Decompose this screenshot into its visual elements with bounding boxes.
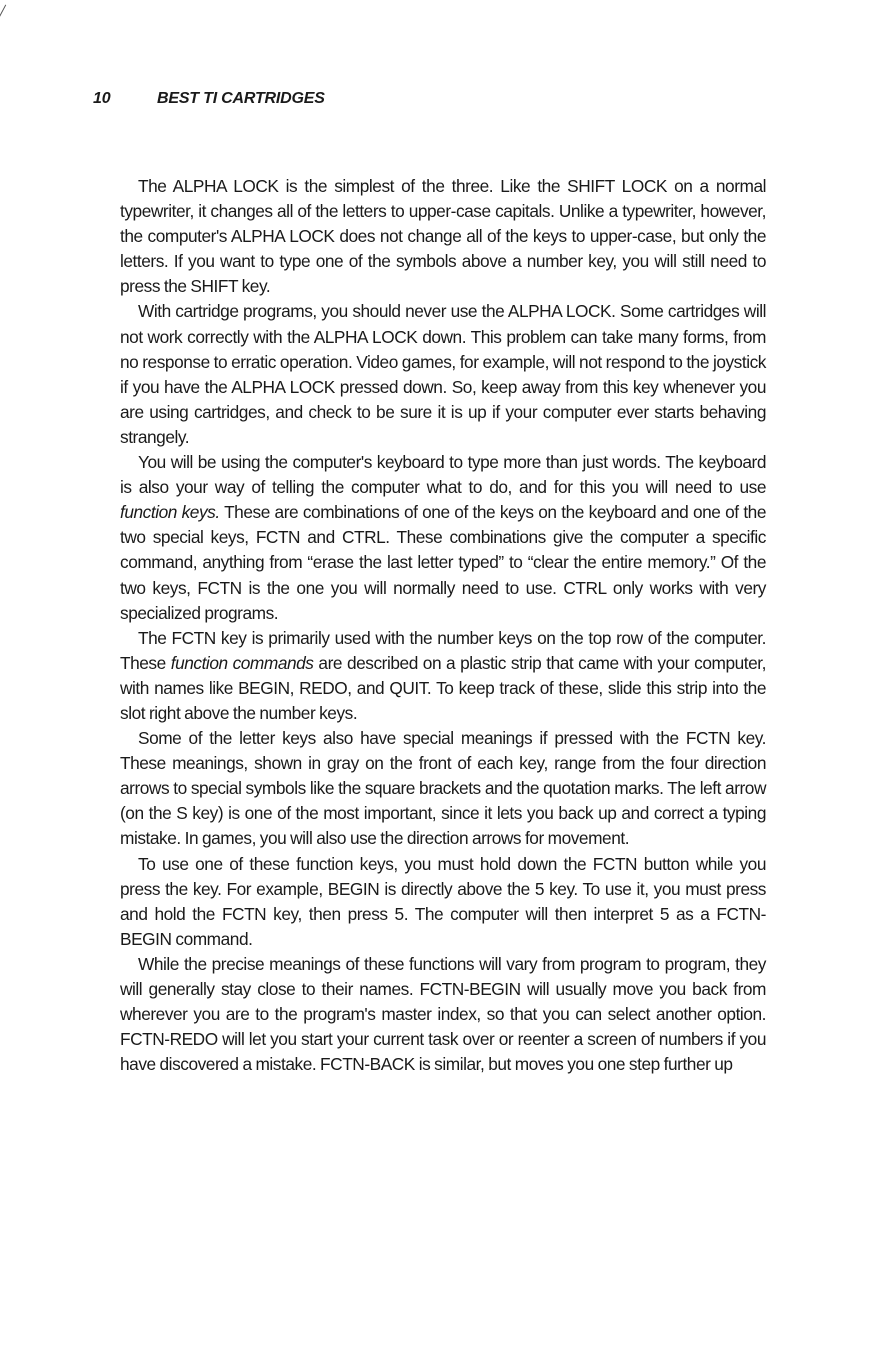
- paragraph-text: While the precise meanings of these functions will vary from program to program, they will generally stay close to their names. FCTN-BEGIN will usually move you back from wherever you are to the program's master index, so that you can select another option. FCTN-REDO will let you start your current task over or reenter a screen of numbers if you have discovered a mistake. FCTN-BACK is similar, but moves you one step further up: [120, 953, 766, 1075]
- paragraph-text: To use one of these function keys, you must hold down the FCTN button while you press the key. For example, BEGIN is directly above the 5 key. To use it, you must press and hold the FCTN key, then press 5. The computer will then interpret 5 as a FCTN-BEGIN command.: [120, 853, 766, 949]
- paragraph-text: are described on a plastic strip that came with your computer, with names like BEGIN, REDO, and QUIT. To keep track of these, slide this strip into the slot right above the number keys.: [120, 652, 766, 723]
- paragraph-text: With cartridge programs, you should never use the ALPHA LOCK. Some cartridges will not work correctly with the ALPHA LOCK down. This problem can take many forms, from no response to erratic operation. Video games, for example, will not respond to the joystick if you have the ALPHA LOCK pressed down. So, keep away from this key whenever you are using cartridges, and check to be sure it is up if your computer ever starts behaving strangely.: [120, 301, 766, 447]
- paragraph-function-meanings: [120, 952, 766, 1077]
- paragraph-fctn-key: [120, 626, 766, 726]
- paragraph-alpha-lock: [120, 174, 766, 299]
- scan-artifact-mark: [0, 5, 6, 18]
- emphasis-function-commands: function commands: [170, 652, 314, 673]
- paragraph-text: The ALPHA LOCK is the simplest of the three. Like the SHIFT LOCK on a normal typewriter, it changes all of the letters to upper-case capitals. Unlike a typewriter, however, the computer's ALPHA LOCK does not change all of the keys to upper-case, but only the letters. If you want to type one of the symbols above a number key, you will still need to press the SHIFT key.: [120, 176, 766, 297]
- paragraph-letter-keys: [120, 726, 766, 851]
- paragraph-cartridge-programs: [120, 299, 766, 450]
- paragraph-text: Some of the letter keys also have special meanings if pressed with the FCTN key. These meanings, shown in gray on the front of each key, range from the four direction arrows to special symbols like the square brackets and the quotation marks. The left arrow (on the S key) is one of the most important, since it lets you back up and correct a typing mistake. In games, you will also use the direction arrows for movement.: [120, 728, 766, 849]
- paragraph-text: The FCTN key is primarily used with the number keys on the top row of the computer. These: [120, 627, 766, 673]
- paragraph-text: You will be using the computer's keyboard to type more than just words. The keyboard is also your way of telling the computer what to do, and for this you will need to use: [120, 452, 766, 498]
- paragraph-using-function-keys: [120, 852, 766, 952]
- page-number: 10: [93, 90, 111, 107]
- paragraph-function-keys: [120, 450, 766, 626]
- paragraph-text: These are combinations of one of the keys on the keyboard and one of the two special keys, FCTN and CTRL. These combinations give the computer a specific command, anything from “erase the last letter typed” to “clear the entire memory.” Of the two keys, FCTN is the one you will normally need to use. CTRL only works with very specialized programs.: [120, 502, 766, 623]
- emphasis-function-keys: function keys.: [120, 502, 220, 523]
- running-title: BEST TI CARTRIDGES: [157, 90, 325, 107]
- running-header: [93, 90, 325, 108]
- body-text: [120, 174, 766, 1077]
